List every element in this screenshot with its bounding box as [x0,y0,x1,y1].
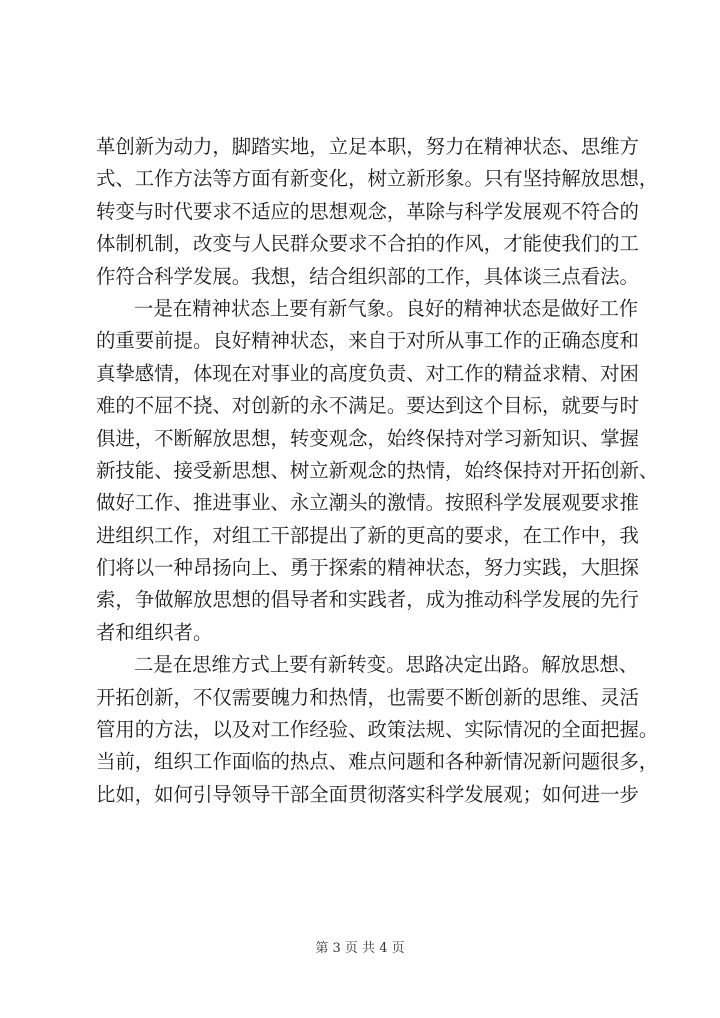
text-line: 管用的方法，以及对工作经验、政策法规、实际情况的全面把握。 [96,718,659,742]
text-line: 们将以一种昂扬向上、勇于探索的精神状态，努力实践，大胆探 [96,556,639,580]
text-line: 的重要前提。良好精神状态，来自于对所从事工作的正确态度和 [96,329,639,353]
text-line: 作符合科学发展。我想，结合组织部的工作，具体谈三点看法。 [96,264,639,288]
text-line: 真挚感情，体现在对事业的高度负责、对工作的精益求精、对困 [96,361,639,385]
text-line: 革创新为动力，脚踏实地，立足本职，努力在精神状态、思维方 [96,135,639,158]
text-line: 新技能、接受新思想、树立新观念的热情，始终保持对开拓创新、 [96,458,659,482]
text-line: 开拓创新，不仅需要魄力和热情，也需要不断创新的思维、灵活 [96,685,639,709]
text-line: 进组织工作，对组工干部提出了新的更高的要求，在工作中，我 [96,523,639,547]
text-line: 体制机制，改变与人民群众要求不合拍的作风，才能使我们的工 [96,232,639,256]
text-line: 转变与时代要求不适应的思想观念，革除与科学发展观不符合的 [96,199,639,223]
paragraph-last-line: 者和组织者。 [96,620,213,644]
page-footer: 第 3 页 共 4 页 [315,941,405,956]
text-line: 索，争做解放思想的倡导者和实践者，成为推动科学发展的先行 [96,588,639,612]
paragraph-first-line: 一是在精神状态上要有新气象。良好的精神状态是做好工作 [134,296,639,320]
text-line: 式、工作方法等方面有新变化，树立新形象。只有坚持解放思想， [96,167,659,191]
text-line: 当前，组织工作面临的热点、难点问题和各种新情况新问题很多， [96,750,659,774]
body-text [96,131,659,811]
paragraph-first-line: 二是在思维方式上要有新转变。思路决定出路。解放思想、 [134,653,639,677]
text-line: 难的不屈不挠、对创新的永不满足。要达到这个目标，就要与时 [96,394,639,418]
text-line: 做好工作、推进事业、永立潮头的激情。按照科学发展观要求推 [96,491,639,515]
text-line: 比如，如何引导领导干部全面贯彻落实科学发展观；如何进一步 [96,782,639,806]
text-line: 俱进，不断解放思想，转变观念，始终保持对学习新知识、掌握 [96,426,639,450]
